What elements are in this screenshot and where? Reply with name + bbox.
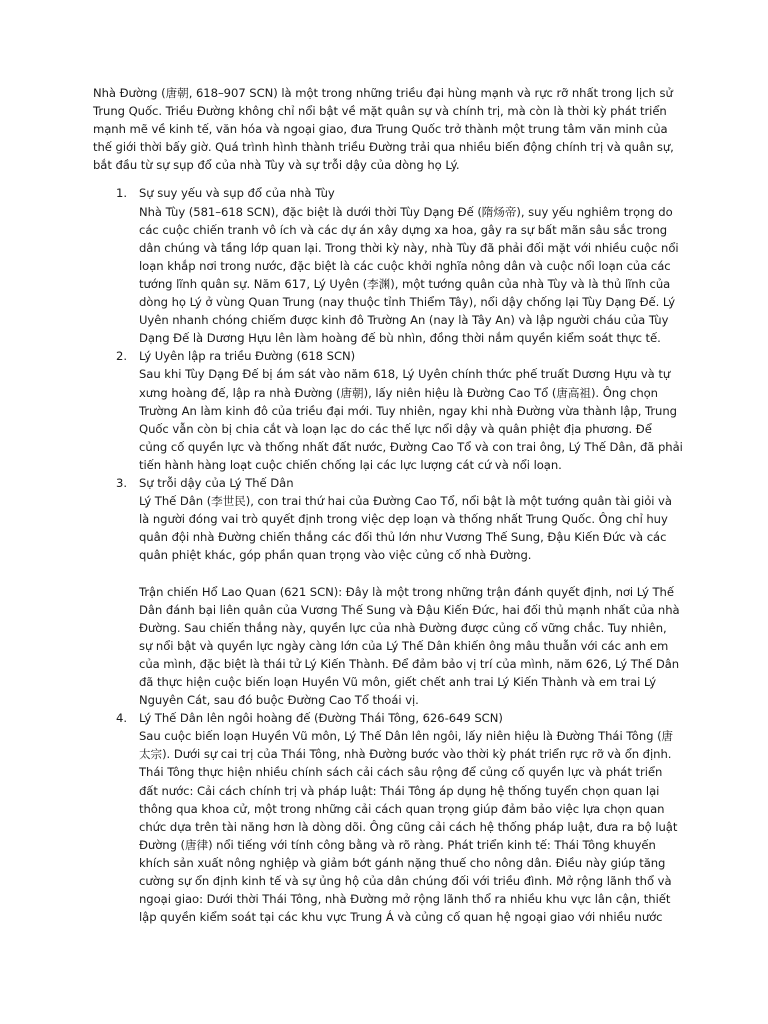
section-heading: Sự suy yếu và sụp đổ của nhà Tùy: [139, 186, 335, 201]
section-paragraph: Nhà Tùy (581–618 SCN), đặc biệt là dưới thời Tùy Dạng Đế (隋炀帝), suy yếu nghiêm trọng do các cuộc chiến tranh vô ích và các dự án xây dựng xa hoa, gây ra sự bất mãn sâu sắc trong dân chúng và tầng lớp quan lại. Trong thời kỳ này, nhà Tùy đã phải đối mặt với nhiều cuộc nổi loạn khắp nơi trong nước, đặc biệt là các cuộc khởi nghĩa nông dân và cuộc nổi loạn của các tướng lĩnh quân sự. Năm 617, Lý Uyên (李渊), một tướng quân của nhà Tùy và là thủ lĩnh của dòng họ Lý ở vùng Quan Trung (nay thuộc tỉnh Thiểm Tây), nổi dậy chống lại Tùy Dạng Đế. Lý Uyên nhanh chóng chiếm được kinh đô Trường An (nay là Tây An) và lập người cháu của Tùy Dạng Đế là Dương Hựu lên làm hoàng đế bù nhìn, đồng thời nắm quyền kiểm soát thực tế.: [139, 204, 679, 346]
section-heading: Lý Uyên lập ra triều Đường (618 SCN): [139, 349, 356, 364]
section-number: 4.: [116, 711, 127, 726]
section-paragraph: Lý Thế Dân (李世民), con trai thứ hai của Đường Cao Tổ, nổi bật là một tướng quân tài giỏi và là người đóng vai trò quyết định trong việc dẹp loạn và thống nhất Trung Quốc. Ông chỉ huy quân đội nhà Đường chiến thắng các đối thủ lớn như Vương Thế Sung, Đậu Kiến Đức và các quân phiệt khác, góp phần quan trọng vào việc củng cố nhà Đường.: [139, 494, 672, 563]
intro-paragraph: Nhà Đường (唐朝, 618–907 SCN) là một trong những triều đại hùng mạnh và rực rỡ nhất trong lịch sử Trung Quốc. Triều Đường không chỉ nổi bật về mặt quân sự và chính trị, mà còn là thời kỳ phát triển mạnh mẽ về kinh tế, văn hóa và ngoại giao, đưa Trung Quốc trở thành một trung tâm văn minh của thế giới thời bấy giờ. Quá trình hình thành triều Đường trải qua nhiều biến động chính trị và quân sự, bắt đầu từ sự sụp đổ của nhà Tùy và sự trỗi dậy của dòng họ Lý.: [93, 86, 674, 173]
section-number: 2.: [116, 349, 127, 364]
section-2: [93, 347, 683, 474]
section-paragraph: Sau khi Tùy Dạng Đế bị ám sát vào năm 618, Lý Uyên chính thức phế truất Dương Hựu và tự xưng hoàng đế, lập ra nhà Đường (唐朝), lấy niên hiệu là Đường Cao Tổ (唐高祖). Ông chọn Trường An làm kinh đô của triều đại mới. Tuy nhiên, ngay khi nhà Đường vừa thành lập, Trung Quốc vẫn còn bị chia cắt và loạn lạc do các thế lực nổi dậy và quân phiệt địa phương. Để củng cố quyền lực và thống nhất đất nước, Đường Cao Tổ và con trai ông, Lý Thế Dân, đã phải tiến hành hàng loạt cuộc chiến chống lại các lực lượng cát cứ và nổi loạn.: [139, 367, 683, 472]
section-paragraph: Trận chiến Hổ Lao Quan (621 SCN): Đây là một trong những trận đánh quyết định, nơi Lý Thế Dân đánh bại liên quân của Vương Thế Sung và Đậu Kiến Đức, hai đối thủ mạnh nhất của nhà Đường. Sau chiến thắng này, quyền lực của nhà Đường được củng cố vững chắc. Tuy nhiên, sự nổi bật và quyền lực ngày càng lớn của Lý Thế Dân khiến ông mâu thuẫn với các anh em của mình, đặc biệt là thái tử Lý Kiến Thành. Để đảm bảo vị trí của mình, năm 626, Lý Thế Dân đã thực hiện cuộc biến loạn Huyền Vũ môn, giết chết anh trai Lý Kiến Thành và em trai Lý Nguyên Cát, sau đó buộc Đường Cao Tổ thoái vị.: [139, 584, 680, 708]
section-1: [93, 184, 683, 347]
section-4: [93, 709, 683, 926]
section-3: [93, 474, 683, 709]
document-page: [93, 84, 683, 926]
section-paragraph: Sau cuộc biến loạn Huyền Vũ môn, Lý Thế Dân lên ngôi, lấy niên hiệu là Đường Thái Tông (唐太宗). Dưới sự cai trị của Thái Tông, nhà Đường bước vào thời kỳ phát triển rực rỡ và ổn định. Thái Tông thực hiện nhiều chính sách cải cách sâu rộng để củng cố quyền lực và phát triển đất nước: Cải cách chính trị và pháp luật: Thái Tông áp dụng hệ thống tuyển chọn quan lại thông qua khoa cử, một trong những cải cách quan trọng giúp đảm bảo việc lựa chọn quan chức dựa trên tài năng hơn là dòng dõi. Ông cũng cải cách hệ thống pháp luật, đưa ra bộ luật Đường (唐律) nổi tiếng với tính công bằng và rõ ràng. Phát triển kinh tế: Thái Tông khuyến khích sản xuất nông nghiệp và giảm bớt gánh nặng thuế cho nông dân. Điều này giúp tăng cường sự ổn định kinh tế và sự ủng hộ của dân chúng đối với triều đình. Mở rộng lãnh thổ và ngoại giao: Dưới thời Thái Tông, nhà Đường mở rộng lãnh thổ ra nhiều khu vực lân cận, thiết lập quyền kiểm soát tại các khu vực Trung Á và củng cố quan hệ ngoại giao với nhiều nước: [139, 729, 678, 925]
section-number: 1.: [116, 186, 127, 201]
section-number: 3.: [116, 475, 127, 490]
section-heading: Lý Thế Dân lên ngôi hoàng đế (Đường Thái Tông, 626-649 SCN): [139, 711, 503, 726]
section-heading: Sự trỗi dậy của Lý Thế Dân: [139, 475, 294, 490]
